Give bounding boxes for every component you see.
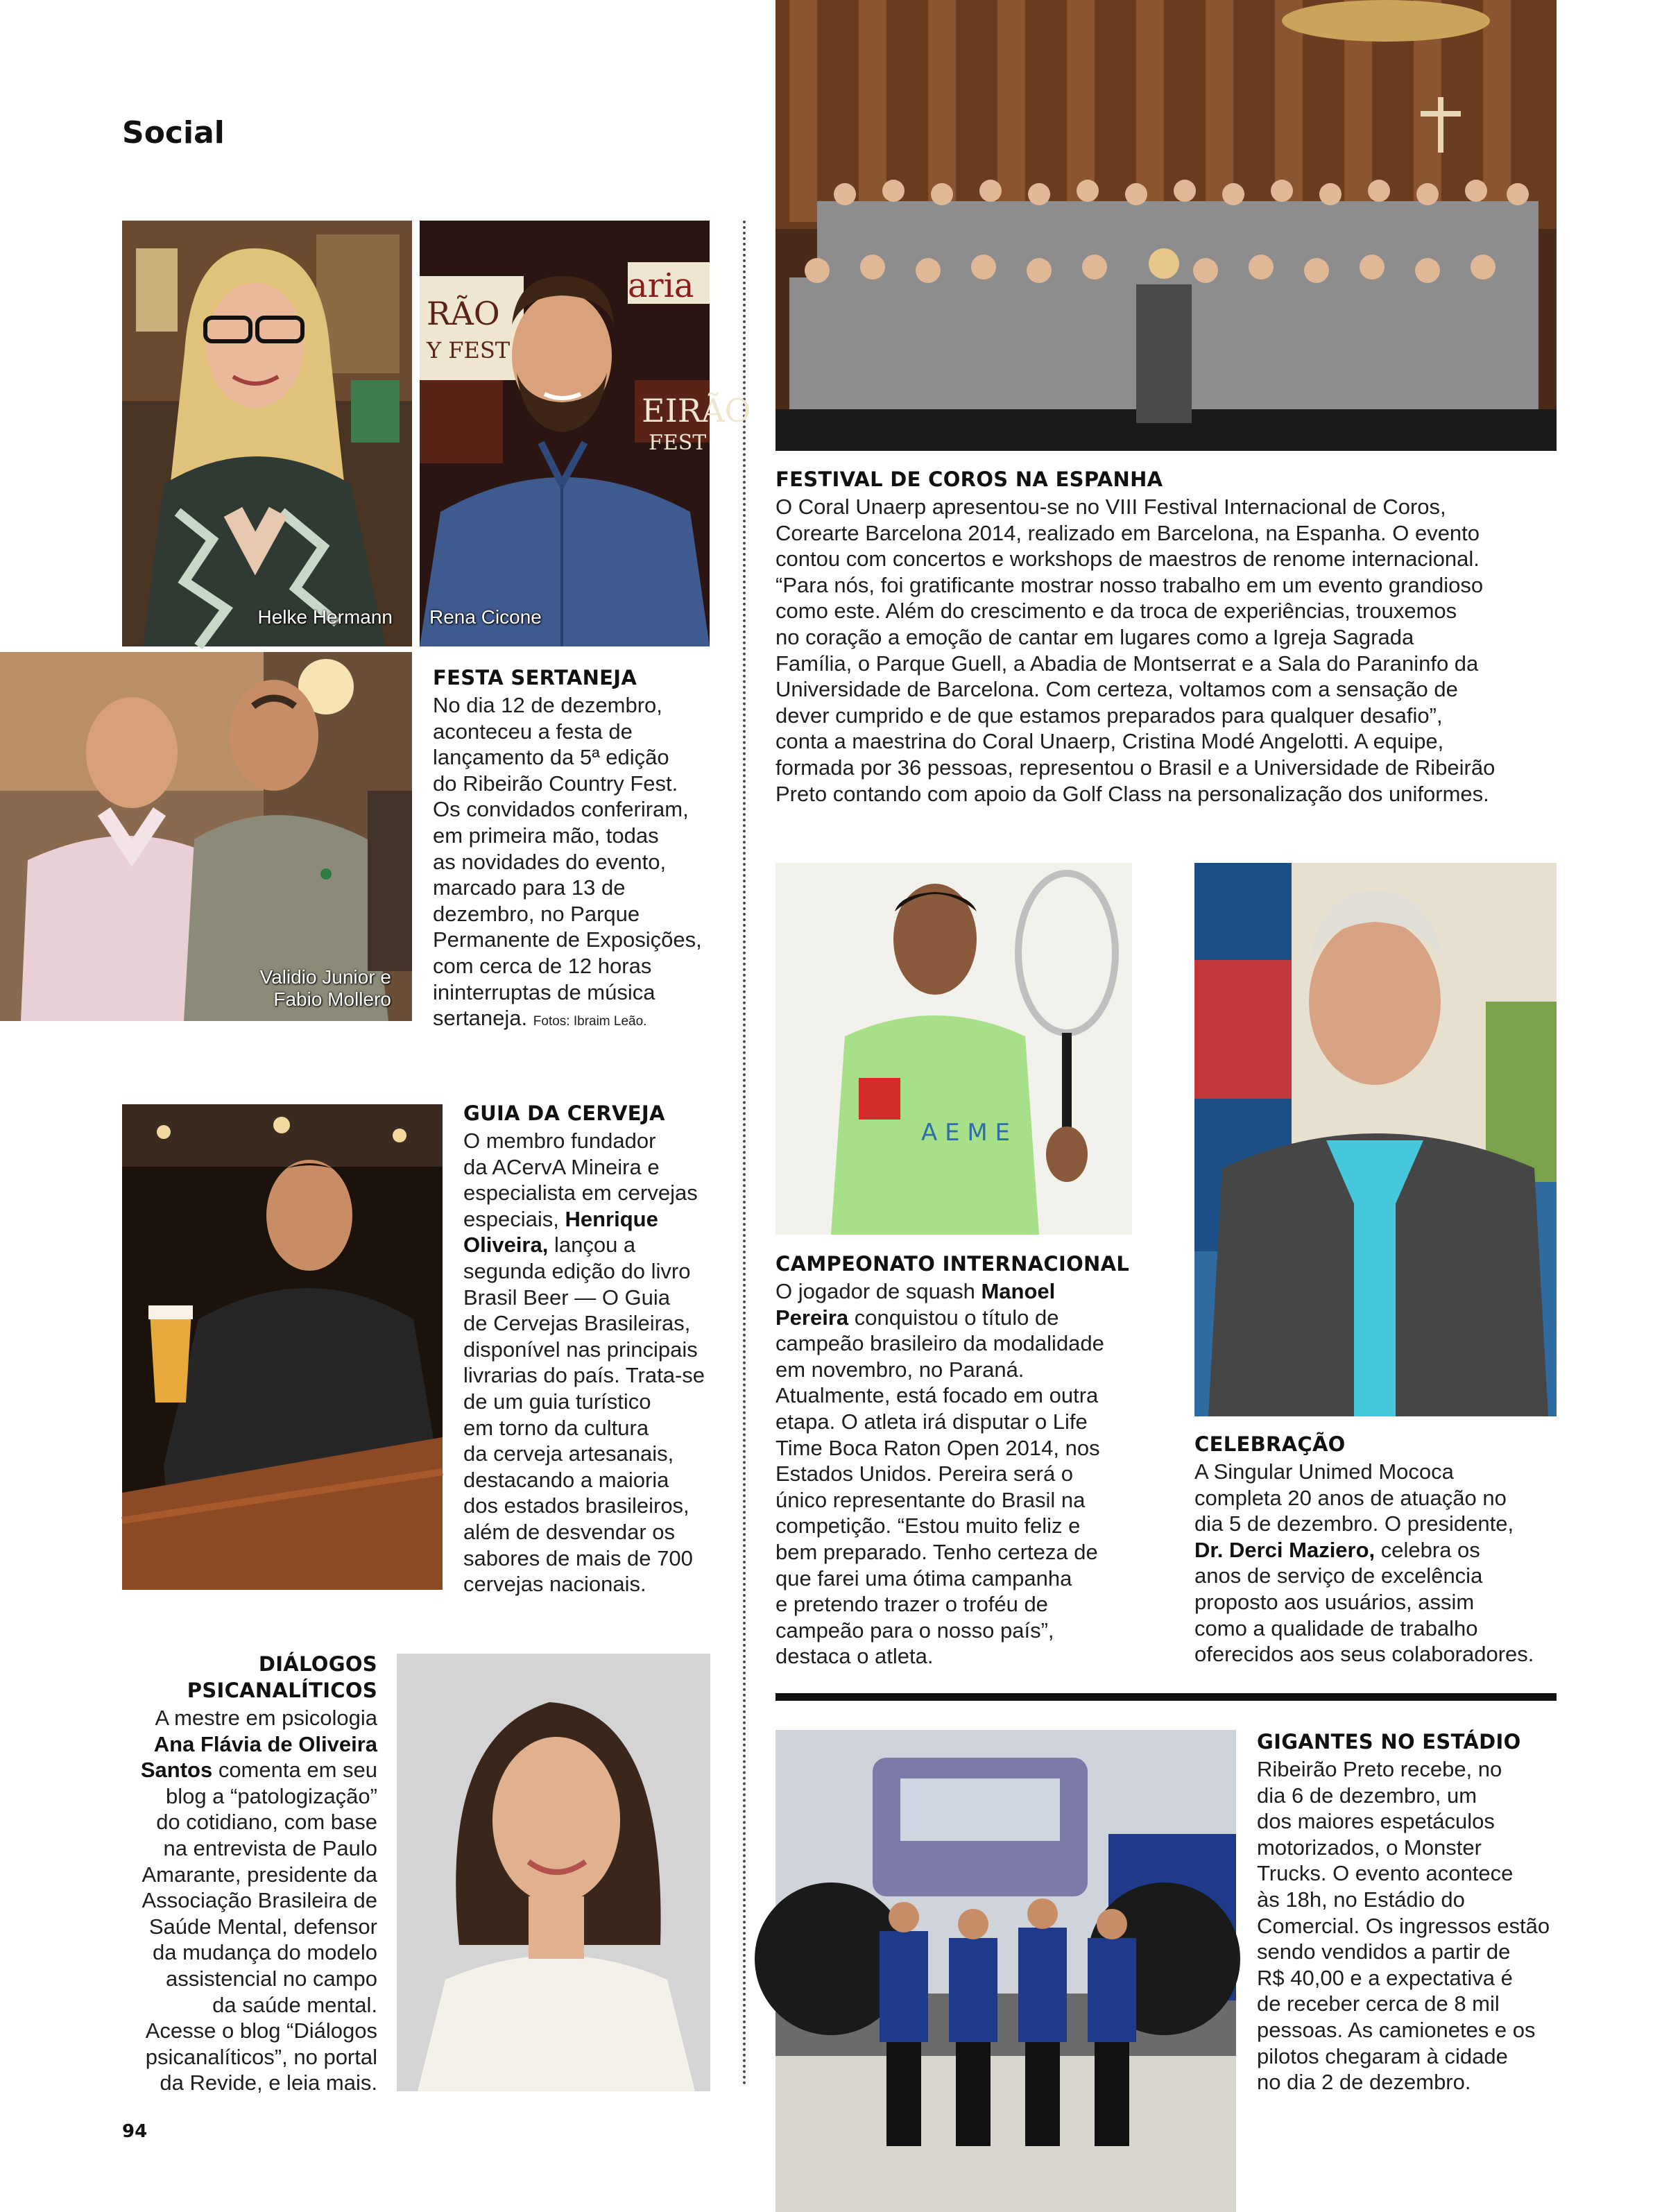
article-title: FESTIVAL DE COROS NA ESPANHA — [775, 468, 1163, 491]
article-body: O Coral Unaerp apresentou-se no VIII Festival Internacional de Coros, Corearte Barcelona 2014, realizado em Barcelona, na Espanha. O evento contou com concertos e workshops de maestros de renome internacional. “Para nós, foi gratificante mostrar nosso trabalho em um evento grandioso como este. Além do crescimento e da troca de experiências, trouxemos no coração a emoção de cantar em lugares como a Igreja Sagrada Família, o Parque Guell, a Abadia de Montserrat e a Sala do Paraninfo da Universidade de Barcelona. Com certeza, voltamos com a sensação de dever cumprido e de que estamos preparados para qualquer desafio”, conta a maestrina do Coral Unaerp, Cristina Modé Angelotti. A equipe, formada por 36 pessoas, representou o Brasil e a Universidade de Ribeirão Preto contando com apoio da Golf Class na personalização dos uniformes. — [775, 495, 1495, 806]
photo-credit: Fotos: Ibraim Leão. — [533, 1014, 647, 1029]
article-festa-sertaneja — [433, 665, 738, 1035]
article-body: A Singular Unimed Mococa completa 20 anos de atuação no dia 5 de dezembro. O presidente, Dr. Derci Maziero, celebra os anos de serviço de excelência proposto aos usuários, assim como a qualidade de trabalho oferecidos aos seus colaboradores. — [1194, 1459, 1534, 1667]
section-title: Social — [122, 115, 225, 151]
banner-text-5: FEST — [649, 431, 707, 455]
banner-text-4: EIRÃO — [642, 392, 751, 429]
caption-rena: Rena Cicone — [429, 606, 542, 628]
article-body: Ribeirão Preto recebe, no dia 6 de dezembro, um dos maiores espetáculos motorizados, o Monster Trucks. O evento acontece às 18h, no Estádio do Comercial. Os ingressos estão sendo vendidos a partir de R$ 40,00 e a expectativa é de receber cerca de 8 mil pessoas. As camionetes e os pilotos chegaram à cidade no dia 2 de dezembro. — [1257, 1757, 1550, 2095]
article-title: CAMPEONATO INTERNACIONAL — [775, 1252, 1130, 1276]
photo-henrique-oliveira — [122, 1104, 443, 1590]
photo-monster-trucks — [775, 1730, 1236, 2212]
article-title: GUIA DA CERVEJA — [463, 1101, 665, 1125]
article-body: O jogador de squash Manoel Pereira conquistou o título de campeão brasileiro da modalidade em novembro, no Paraná. Atualmente, está focado em outra etapa. O atleta irá disputar o Life Time Boca Raton Open 2014, nos Estados Unidos. Pereira será o único representante do Brasil na competição. “Estou muito feliz e bem preparado. Tenho certeza de que farei uma ótima campanha e pretendo trazer o troféu de campeão para o nosso país”, destaca o atleta. — [775, 1279, 1104, 1669]
banner-text-3: aria — [628, 266, 694, 305]
caption-helke: Helke Hermann — [257, 606, 393, 628]
article-campeonato — [775, 1251, 1150, 1670]
photo-choir — [775, 0, 1557, 451]
photo-rena-cicone — [420, 221, 751, 646]
photo-helke-hermann — [122, 221, 412, 646]
article-title: FESTA SERTANEJA — [433, 666, 637, 689]
banner-text-1: RÃO — [427, 295, 500, 332]
caption-validio-line2: Fabio Mollero — [273, 988, 391, 1010]
article-guia-cerveja — [463, 1100, 741, 1597]
article-title: DIÁLOGOS PSICANALÍTICOS — [187, 1652, 377, 1702]
photo-manoel-pereira — [775, 863, 1132, 1235]
page-number: 94 — [122, 2121, 148, 2142]
section-rule — [775, 1693, 1557, 1701]
article-dialogos — [104, 1651, 377, 2096]
column-divider — [743, 221, 746, 2086]
article-body: A mestre em psicologia Ana Flávia de Oliveira Santos comenta em seu blog a “patologização” do cotidiano, com base na entrevista de Paulo Amarante, presidente da Associação Brasileira de Saúde Mental, defensor da mudança do modelo assistencial no campo da saúde mental. Acesse o blog “Diálogos psicanalíticos”, no portal da Revide, e leia mais. — [140, 1706, 377, 2095]
article-gigantes — [1257, 1729, 1562, 2095]
article-festival-coros — [775, 466, 1557, 807]
article-body: No dia 12 de dezembro, aconteceu a festa de lançamento da 5ª edição do Ribeirão Country Fest. Os convidados conferiram, em primeira mão, todas as novidades do evento, marcado para 13 de dezembro, no Parque Permanente de Exposições, com cerca de 12 horas ininterruptas de música sertaneja. Fotos: Ibraim Leão. — [433, 693, 702, 1031]
caption-validio — [208, 966, 391, 1011]
article-title: GIGANTES NO ESTÁDIO — [1257, 1730, 1521, 1754]
banner-text-2: Y FEST — [427, 337, 511, 363]
photo-ana-flavia — [397, 1654, 710, 2091]
article-celebracao — [1194, 1431, 1562, 1667]
article-body: O membro fundador da ACervA Mineira e especialista em cervejas especiais, Henrique Oliveira, lançou a segunda edição do livro Brasil Beer — O Guia de Cervejas Brasileiras, disponível nas principais livrarias do país. Trata-se de um guia turístico em torno da cultura da cerveja artesanais, destacando a maioria dos estados brasileiros, além de desvendar os sabores de mais de 700 cervejas nacionais. — [463, 1129, 705, 1597]
caption-validio-line1: Validio Junior e — [259, 966, 391, 988]
article-title: CELEBRAÇÃO — [1194, 1432, 1346, 1456]
photo-derci-maziero — [1194, 863, 1557, 1416]
svg-text:A E M E: A E M E — [921, 1119, 1010, 1147]
